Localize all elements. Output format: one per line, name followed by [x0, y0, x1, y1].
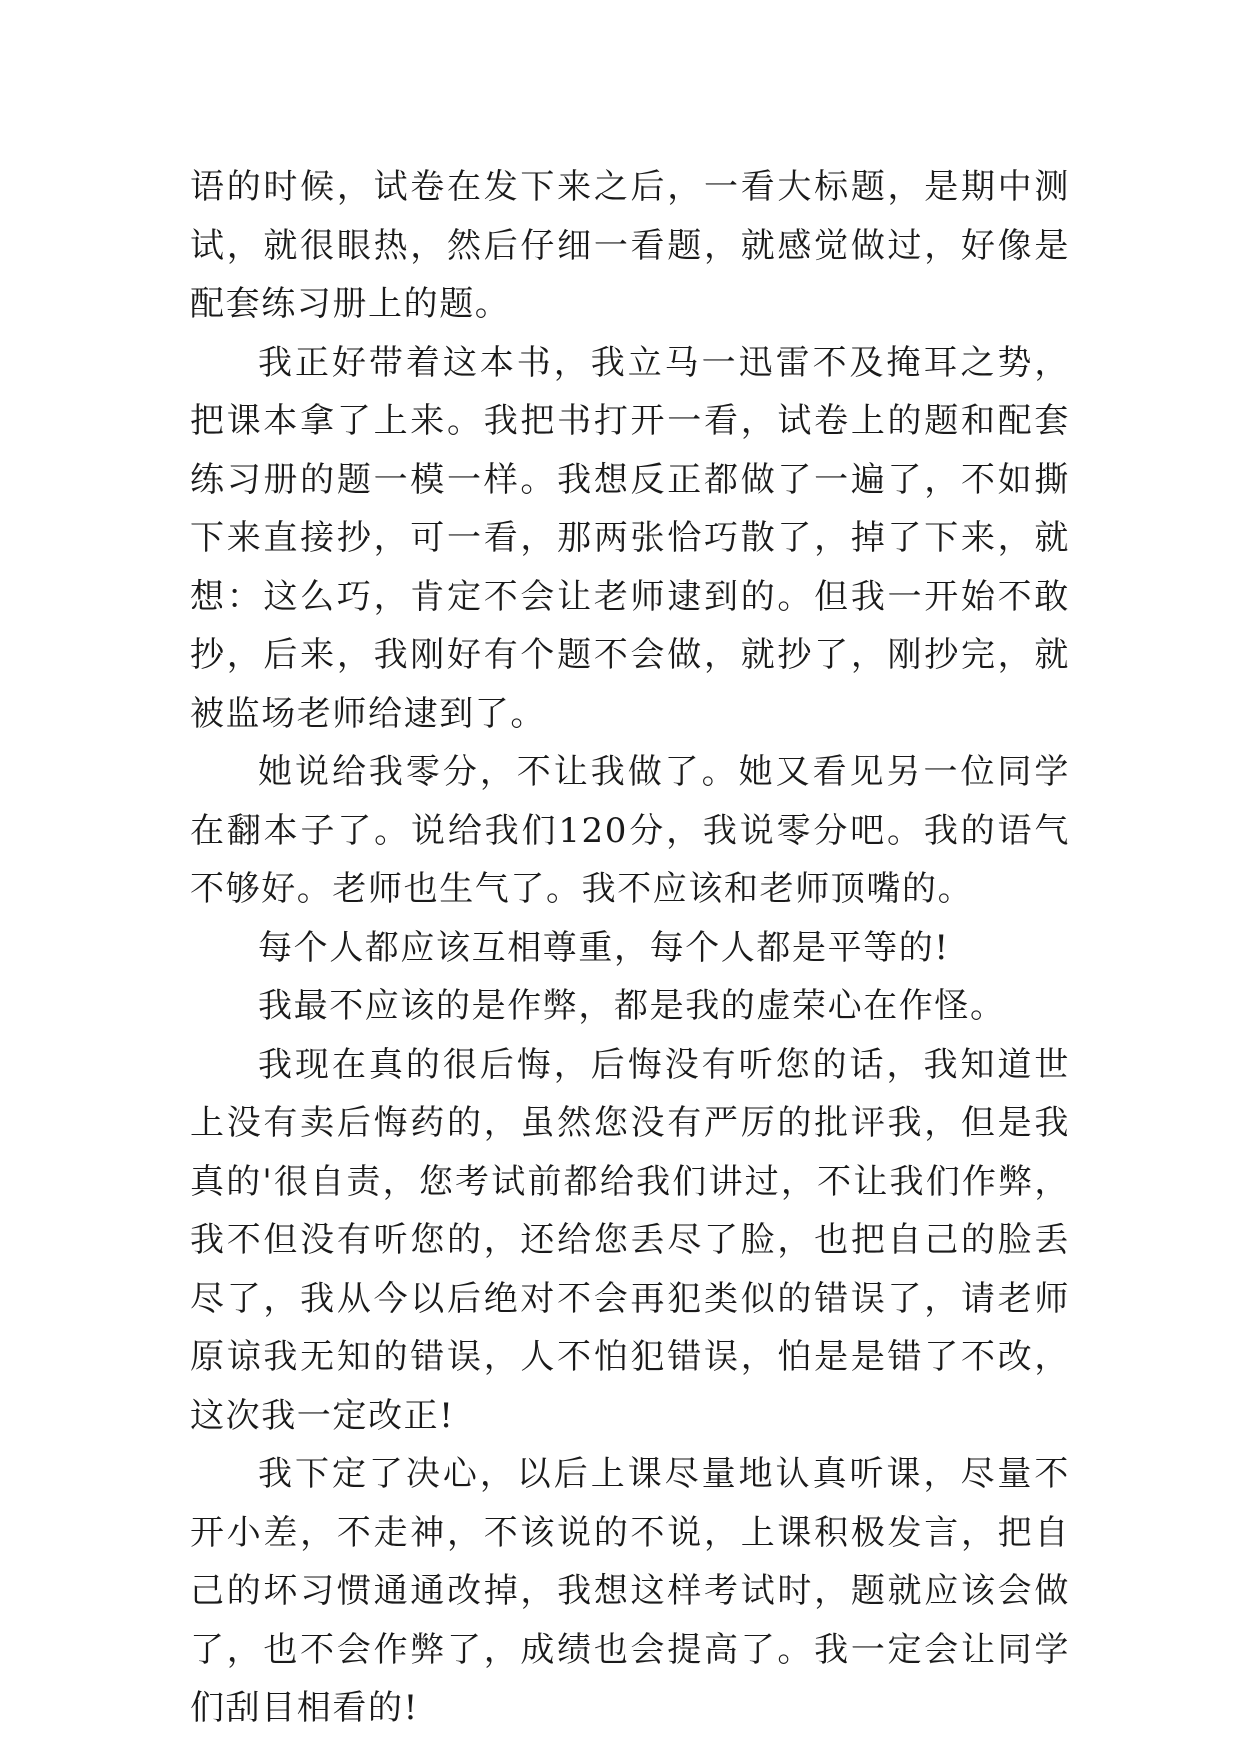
paragraph-3: 她说给我零分，不让我做了。她又看见另一位同学在翻本子了。说给我们120分，我说零分吧。我的语气不够好。老师也生气了。我不应该和老师顶嘴的。	[190, 752, 1070, 909]
paragraph-5: 我最不应该的是作弊，都是我的虚荣心在作怪。	[258, 986, 1006, 1026]
paragraph-4: 每个人都应该互相尊重，每个人都是平等的!	[258, 927, 950, 968]
paragraph-2: 我正好带着这本书，我立马一迅雷不及掩耳之势，把课本拿了上来。我把书打开一看，试卷上的题和配套练习册的题一模一样。我想反正都做了一遍了，不如撕下来直接抄，可一看，那两张恰巧散了，掉了下来，就想：这么巧，肯定不会让老师逮到的。但我一开始不敢抄，后来，我刚好有个题不会做，就抄了，刚抄完，就被监场老师给逮到了。	[190, 342, 1070, 734]
paragraph-1: 语的时候，试卷在发下来之后，一看大标题，是期中测试，就很眼热，然后仔细一看题，就感觉做过，好像是配套练习册上的题。	[190, 167, 1070, 324]
paragraph-7: 我下定了决心，以后上课尽量地认真听课，尽量不开小差，不走神，不该说的不说，上课积极发言，把自己的坏习惯通通改掉，我想这样考试时，题就应该会做了，也不会作弊了，成绩也会提高了。我一定会让同学们刮目相看的!	[190, 1454, 1070, 1728]
paragraph-6: 我现在真的很后悔，后悔没有听您的话，我知道世上没有卖后悔药的，虽然您没有严厉的批评我，但是我真的'很自责，您考试前都给我们讲过，不让我们作弊，我不但没有听您的，还给您丢尽了脸，也把自己的脸丢尽了，我从今以后绝对不会再犯类似的错误了，请老师原谅我无知的错误，人不怕犯错误，怕是是错了不改，这次我一定改正!	[190, 1044, 1070, 1436]
document-body	[190, 158, 1070, 1738]
